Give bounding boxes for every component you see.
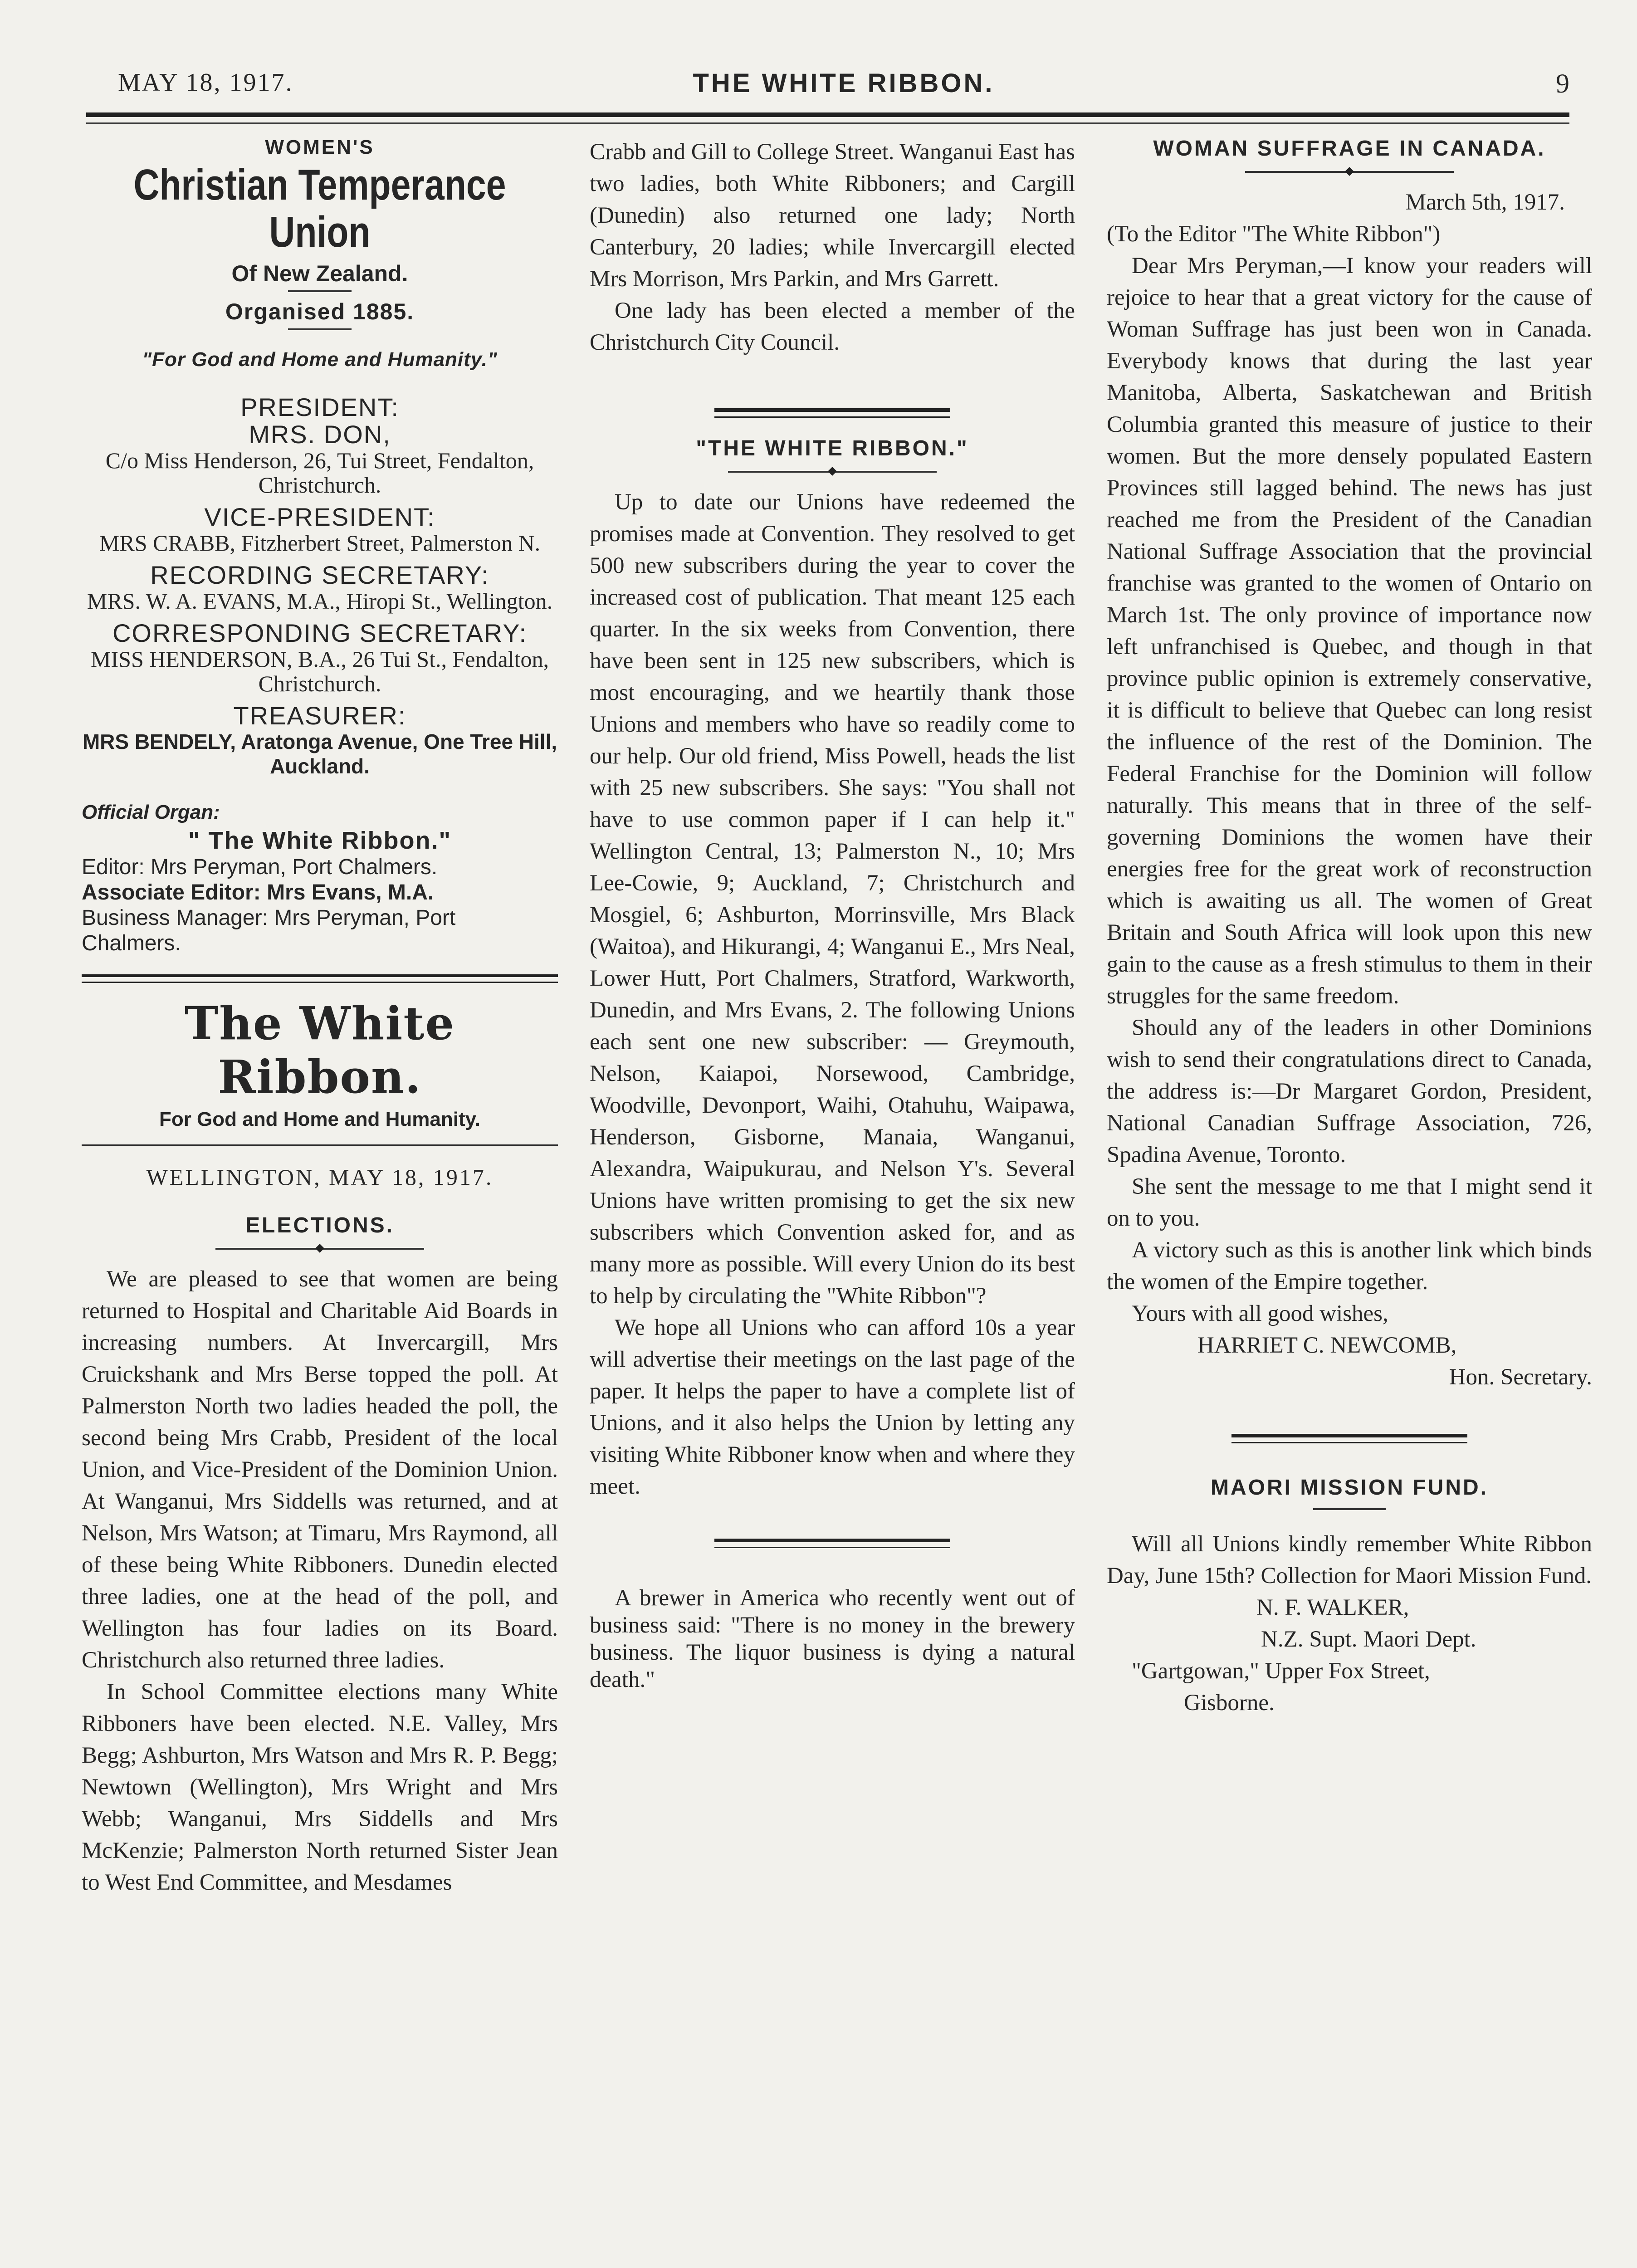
org-small-title: WOMEN'S xyxy=(265,136,375,158)
ornament-rule xyxy=(1245,171,1454,173)
elections-heading: ELECTIONS. xyxy=(245,1213,395,1237)
officer-treasurer xyxy=(82,702,558,778)
officer-role: CORRESPONDING SECRETARY: xyxy=(112,619,528,647)
officer-address: MRS BENDELY, Aratonga Avenue, One Tree Hill, Auckland. xyxy=(82,730,557,778)
letter-paragraph-2: Should any of the leaders in other Dominions wish to send their congratulations direct to Canada, the address is:—Dr Margaret Gordon, President, National Canadian Suffrage Association, 726, Spadina Avenue, Toronto. xyxy=(1107,1015,1592,1168)
maori-signer-city: Gisborne. xyxy=(1184,1690,1275,1716)
officer-president xyxy=(82,394,558,497)
officer-role: RECORDING SECRETARY: xyxy=(150,561,489,589)
maori-signer-address: "Gartgowan," Upper Fox Street, xyxy=(1132,1658,1430,1684)
page-number: 9 xyxy=(1556,68,1569,98)
officer-name: MRS. DON, xyxy=(249,420,391,449)
official-organ-heading: Official Organ: xyxy=(82,801,220,823)
dateline: WELLINGTON, MAY 18, 1917. xyxy=(146,1164,494,1190)
letter-date: March 5th, 1917. xyxy=(1405,190,1565,215)
officer-address: MRS. W. A. EVANS, M.A., Hiropi St., Wellington. xyxy=(87,588,553,614)
paper-masthead-title: THE WHITE RIBBON. xyxy=(693,68,995,98)
org-nz: Of New Zealand. xyxy=(231,261,408,286)
divider xyxy=(288,290,352,292)
white-ribbon-paragraph-1: Up to date our Unions have redeemed the promises made at Convention. They resolved to get 500 new subscribers during the year to cover the increased cost of publication. That meant 125 each quarter. In the six weeks from Convention, there have been sent in 125 new subscribers, which is most encouraging, and we heartily thank those Unions and members who have so readily come to our help. Our old friend, Miss Powell, heads the list with 25 new subscribers. She says: "You shall not have to use common paper if I can help it." Wellington Central, 13; Palmerston N., 10; Mrs Lee-Cowie, 9; Auckland, 7; Christchurch and Mosgiel, 6; Ashburton, Morrinsville, Mrs Black (Waitoa), and Hikurangi, 4; Wanganui E., Mrs Neal, Lower Hutt, Port Chalmers, Stratford, Warkworth, Dunedin, and Mrs Evans, 2. The following Unions each sent one new subscriber: — Greymouth, Nelson, Kaiapoi, Norsewood, Cambridge, Woodville, Devonport, Waihi, Otahuhu, Waipawa, Henderson, Gisborne, Manaia, Wanganui, Alexandra, Waipukurau, and Nelson Y's. Several Unions have written promising to get the six new subscribers which Convention asked for, and as many more as possible. Will every Union do its best to help by circulating the "White Ribbon"? xyxy=(590,489,1075,1309)
elections-paragraph-1: We are pleased to see that women are being returned to Hospital and Charitable Aid Boards in increasing numbers. At Invercargill, Mrs Cruickshank and Mrs Berse topped the poll. At Palmerston North two ladies headed the poll, the second being Mrs Crabb, President of the local Union, and Vice-President of the Dominion Union. At Wanganui, Mrs Siddells was returned, and at Nelson, Mrs Watson; at Timaru, Mrs Raymond, all of these being White Ribboners. Dunedin elected three ladies, one at the head of the poll, and Wellington has four ladies on its Board. Christchurch also returned three ladies. xyxy=(82,1266,558,1673)
organised-year: Organised 1885. xyxy=(225,299,415,324)
section-rule xyxy=(1231,1434,1467,1443)
editor-line: Editor: Mrs Peryman, Port Chalmers. xyxy=(82,855,438,879)
officer-role: PRESIDENT: xyxy=(240,393,399,421)
org-title: Christian Temperance Union xyxy=(133,161,506,256)
maori-signer: N. F. WALKER, xyxy=(1256,1595,1409,1620)
officer-address: MRS CRABB, Fitzherbert Street, Palmerston N. xyxy=(99,530,541,556)
column-2 xyxy=(590,136,1075,1693)
suffrage-heading: WOMAN SUFFRAGE IN CANADA. xyxy=(1153,137,1546,161)
section-rule xyxy=(714,1539,950,1548)
section-rule xyxy=(714,408,950,418)
maori-mission-heading: MAORI MISSION FUND. xyxy=(1211,1476,1488,1500)
official-organ-name: " The White Ribbon." xyxy=(188,827,452,854)
column-1 xyxy=(82,136,558,1898)
officer-role: VICE-PRESIDENT: xyxy=(204,503,435,531)
divider xyxy=(1313,1508,1386,1510)
maori-signer-title: N.Z. Supt. Maori Dept. xyxy=(1261,1627,1476,1652)
org-motto: "For God and Home and Humanity." xyxy=(142,348,498,371)
letter-paragraph-4: A victory such as this is another link which binds the women of the Empire together. xyxy=(1107,1237,1592,1295)
officer-role: TREASURER: xyxy=(233,701,406,730)
paper-motto: For God and Home and Humanity. xyxy=(159,1108,481,1130)
divider xyxy=(82,1144,558,1146)
officer-corresponding-secretary xyxy=(82,620,558,696)
letter-closing: Yours with all good wishes, xyxy=(1132,1301,1388,1326)
letter-addressee: (To the Editor "The White Ribbon") xyxy=(1107,221,1441,247)
letter-paragraph-1: Dear Mrs Peryman,—I know your readers will rejoice to hear that a great victory for the cause of Woman Suffrage has just been won in Canada. Everybody knows that during the last year Manitoba, Alberta, Saskatchewan and British Columbia granted this measure of justice to their women. But the more densely populated Eastern Provinces still lagged behind. The news has just reached me from the President of the Canadian National Suffrage Association that the provincial franchise was granted to the women of Ontario on March 1st. The only province of importance now left unfranchised is Quebec, and though in that province public opinion is extremely conservative, it is difficult to believe that Quebec can long resist the influence of the rest of the Dominion. The Federal Franchise for the Dominion will follow naturally. This means that in three of the self-governing Dominions the women have their energies free for the great work of reconstruction which is awaiting us all. The women of Great Britain and South Africa will look upon this new gain to the cause as a fresh stimulus to them in their struggles for the same freedom. xyxy=(1107,253,1592,1009)
masthead-rule xyxy=(86,112,1569,124)
letter-paragraph-3: She sent the message to me that I might send it on to you. xyxy=(1107,1174,1592,1231)
maori-mission-paragraph: Will all Unions kindly remember White Ribbon Day, June 15th? Collection for Maori Mission Fund. xyxy=(1107,1531,1592,1589)
masthead xyxy=(118,68,1569,109)
elections-continued: Crabb and Gill to College Street. Wanganui East has two ladies, both White Ribboners; and Cargill (Dunedin) also returned one lady; North Canterbury, 20 ladies; while Invercargill elected Mrs Morrison, Mrs Parkin, and Mrs Garrett. xyxy=(590,139,1075,292)
divider xyxy=(288,328,352,330)
section-rule xyxy=(82,974,558,983)
issue-date: MAY 18, 1917. xyxy=(118,68,293,97)
business-manager-line: Business Manager: Mrs Peryman, Port Chalmers. xyxy=(82,906,456,955)
brewer-quote: A brewer in America who recently went out of business said: "There is no money in the brewery business. The liquor business is dying a natural death." xyxy=(590,1585,1075,1692)
column-3 xyxy=(1107,136,1592,1719)
elections-paragraph-2: In School Committee elections many White Ribboners have been elected. N.E. Valley, Mrs Begg; Ashburton, Mrs Watson and Mrs R. P. Begg; Newtown (Wellington), Mrs Wright and Mrs Webb; Wanganui, Mrs Siddells and Mrs McKenzie; Palmerston North returned Sister Jean to West End Committee, and Mesdames xyxy=(82,1679,558,1895)
paper-title: The White Ribbon. xyxy=(184,997,455,1104)
elections-paragraph-3: One lady has been elected a member of the Christchurch City Council. xyxy=(590,298,1075,355)
letter-signer-title: Hon. Secretary. xyxy=(1449,1364,1592,1390)
white-ribbon-paragraph-2: We hope all Unions who can afford 10s a year will advertise their meetings on the last page of the paper. It helps the paper to have a complete list of Unions, and it also helps the Union by letting any visiting White Ribboner know when and where they meet. xyxy=(590,1315,1075,1499)
ornament-rule xyxy=(728,471,937,473)
letter-signer: HARRIET C. NEWCOMB, xyxy=(1197,1333,1457,1358)
associate-editor-line: Associate Editor: Mrs Evans, M.A. xyxy=(82,880,434,904)
white-ribbon-heading: "THE WHITE RIBBON." xyxy=(696,436,969,460)
officer-recording-secretary xyxy=(82,562,558,613)
officer-address: MISS HENDERSON, B.A., 26 Tui St., Fendalton, Christchurch. xyxy=(91,646,549,696)
ornament-rule xyxy=(215,1248,424,1250)
officer-address: C/o Miss Henderson, 26, Tui Street, Fendalton, Christchurch. xyxy=(105,448,534,498)
officer-vice-president xyxy=(82,503,558,555)
